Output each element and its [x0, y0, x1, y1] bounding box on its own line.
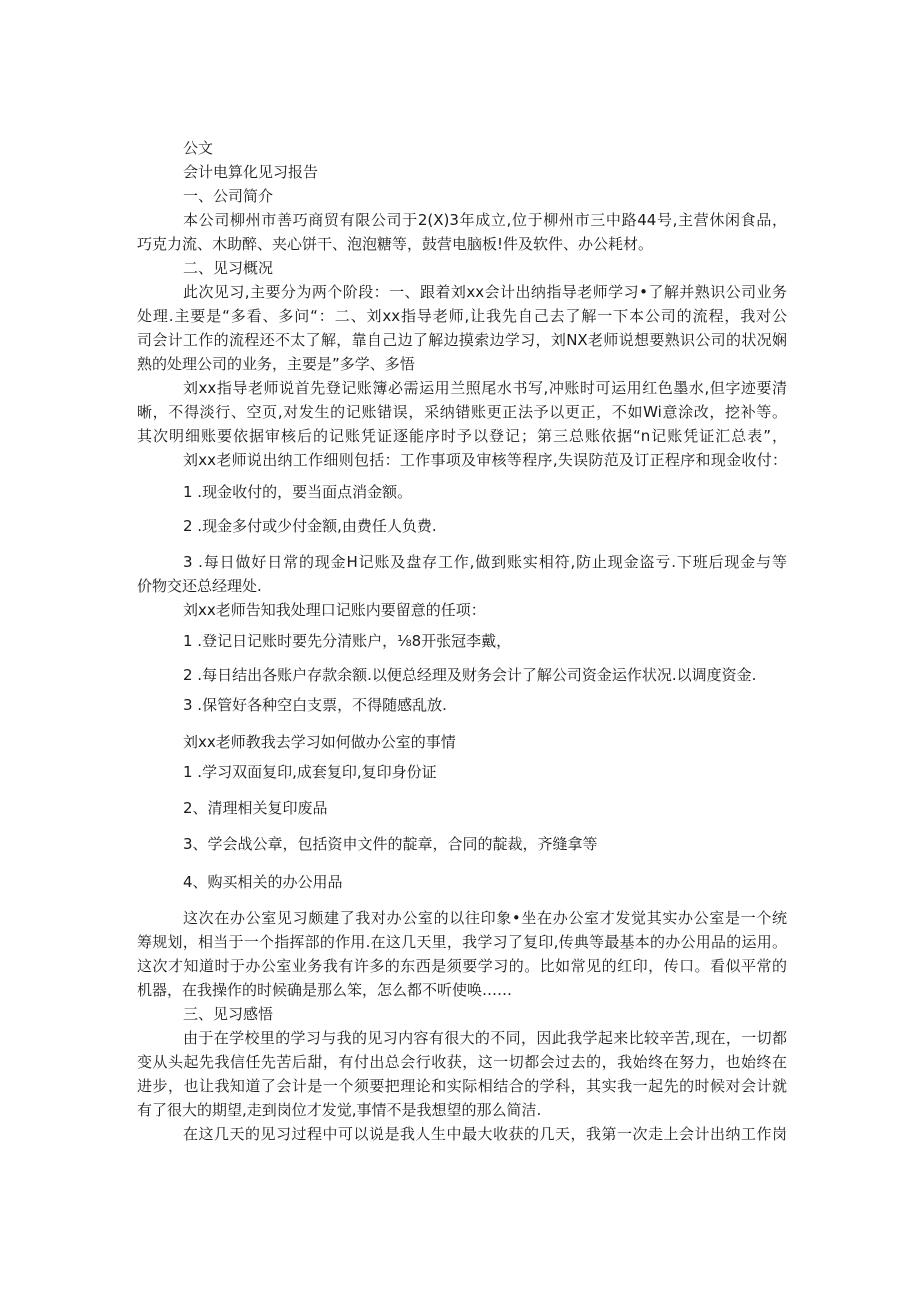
list-item: 1 .登记日记账时要先分清账户，⅛8开张冠李戴，: [183, 632, 512, 650]
section-heading-1: 一、公司简介: [183, 187, 274, 205]
section-heading-3: 三、见习感悟: [183, 1005, 274, 1023]
list-item: 1 .学习双面复印,成套复印,复印身份证: [183, 763, 437, 781]
section-heading-2: 二、见习概况: [183, 259, 274, 277]
paragraph-line: 由于在学校里的学习与我的见习内容有很大的不同，因此我学起来比较辛苦,现在，一切都: [183, 1029, 787, 1047]
paragraph-line: 筹规划，相当于一个指挥部的作用.在这几天里，我学习了复印,传典等最基本的办公用品的运用。: [137, 933, 787, 951]
list-item: 2 .现金多付或少付金额,由费任人负费.: [183, 517, 437, 535]
doc-title: 会计电算化见习报告: [183, 163, 319, 181]
paragraph-line: 熟的处理公司的业务，主要是”多学、多悟: [137, 355, 415, 373]
paragraph-line: 变从头起先我信任先苦后甜，有付出总会行收获，这一切都会过去的，我始终在努力，也始终在: [137, 1053, 787, 1071]
paragraph-line: 机器，在我操作的时候确是那么笨，怎么都不听使唤……: [137, 981, 513, 999]
list-item: 4、购买相关的办公用品: [183, 873, 343, 891]
paragraph-line: 刘xx老师说出纳工作细则包括：工作事项及审核等程序,失误防范及订正程序和现金收付：: [183, 451, 787, 469]
paragraph-line: 晰，不得淡行、空页,对发生的记账错误，采纳错账更正法予以更正，不如Wi意涂改，挖补等。: [137, 403, 787, 421]
list-item: 3 .每日做好日常的现金H记账及盘存工作,做到账实相符,防止现金盗亏.下班后现金与等: [183, 553, 787, 571]
paragraph-line: 本公司柳州市善巧商贸有限公司于2(X)3年成立,位于柳州市三中路44号,主营休闲食品，: [183, 211, 787, 229]
paragraph-line: 在这几天的见习过程中可以说是我人生中最大收获的几天，我第一次走上会计出纳工作岗: [183, 1125, 787, 1143]
paragraph-line: 这次才知道时于办公室业务我有许多的东西是须要学习的。比如常见的红印，传口。看似平常的: [137, 957, 787, 975]
doc-header: 公文: [183, 139, 214, 157]
paragraph-line: 司会计工作的流程还不太了解，靠自己边了解边摸索边学习，刘NX老师说想要熟识公司的状况娴: [137, 331, 787, 349]
paragraph-line: 其次明细账要依据审核后的记账凭证逐能序时予以登记；第三总账依据“n记账凭证汇总表”，: [137, 427, 787, 445]
paragraph-line: 这次在办公室见习颇建了我对办公室的以往印象•坐在办公室才发觉其实办公室是一个统: [183, 909, 787, 927]
list-item: 1 .现金收付的，要当面点消金额。: [183, 483, 413, 501]
list-item: 2、清理相关复印废品: [183, 799, 328, 817]
paragraph-line: 刘xx老师教我去学习如何做办公室的事情: [183, 733, 456, 751]
paragraph-line: 巧克力流、木助醉、夹心饼干、泡泡糖等，鼓营电脑板!件及软件、办公耗材。: [137, 235, 654, 253]
list-item: 2 .每日结出各账户存款余额.以便总经理及财务会计了解公司资金运作状况.以调度资金.: [183, 666, 757, 684]
list-item-continued: 价物交还总经理处.: [137, 577, 262, 595]
paragraph-line: 此次见习,主要分为两个阶段：一、跟着刘xx会计出纳指导老师学习•了解并熟识公司业务: [183, 283, 787, 301]
paragraph-line: 有了很大的期望,走到岗位才发觉,事情不是我想望的那么简洁.: [137, 1101, 542, 1119]
paragraph-line: 处理.主要是“多看、多问“：二、刘xx指导老师,让我先自己去了解一下本公司的流程，我对公: [137, 307, 787, 325]
list-item: 3 .保管好各种空白支票，不得随感乱放.: [183, 696, 447, 714]
paragraph-line: 进步，也让我知道了会计是一个须要把理论和实际相结合的学科，其实我一起先的时候对会计就: [137, 1077, 787, 1095]
paragraph-line: 刘xx指导老师说首先登记账簿必需运用兰照尾水书写,冲账时可运用红色墨水,但字迹要清: [183, 379, 787, 397]
paragraph-line: 刘xx老师告知我处理口记账内要留意的任项：: [183, 601, 486, 619]
list-item: 3、学会战公章，包括资申文件的靛章，合同的靛裁，齐缝拿等: [183, 835, 598, 853]
